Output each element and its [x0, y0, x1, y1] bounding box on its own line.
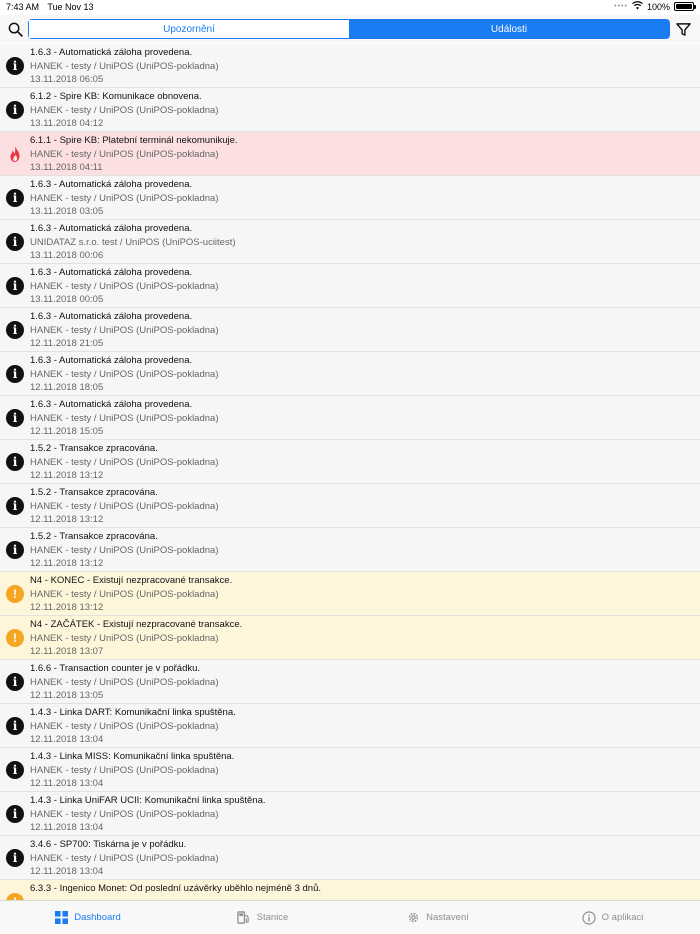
tab-label: Dashboard: [74, 912, 121, 923]
event-time: 12.11.2018 21:05: [30, 338, 104, 349]
tab-bar: [0, 900, 700, 934]
info-icon: i: [6, 365, 24, 383]
battery-icon: [674, 2, 694, 11]
tab-info-circle[interactable]: [525, 901, 700, 934]
info-icon: i: [6, 497, 24, 515]
event-title: 6.1.1 - Spire KB: Platební terminál nekomunikuje.: [30, 135, 238, 146]
event-time: 12.11.2018 18:05: [30, 382, 104, 393]
event-text: [30, 266, 694, 307]
tab-label: Stanice: [256, 912, 289, 923]
warning-icon: !: [6, 629, 24, 647]
event-source: HANEK - testy / UniPOS (UniPOS-pokladna): [30, 544, 219, 556]
event-source: HANEK - testy / UniPOS (UniPOS-pokladna): [30, 412, 219, 424]
event-title: 1.4.3 - Linka DART: Komunikační linka spuštěna.: [30, 707, 236, 718]
event-text: [30, 706, 694, 747]
event-source: HANEK - testy / UniPOS (UniPOS-pokladna): [30, 192, 219, 204]
event-source: HANEK - testy / UniPOS (UniPOS-pokladna): [30, 852, 219, 864]
event-source: HANEK - testy / UniPOS (UniPOS-pokladna): [30, 324, 219, 336]
event-time: 13.11.2018 04:12: [30, 118, 104, 129]
event-title: 1.4.3 - Linka MISS: Komunikační linka spuštěna.: [30, 751, 235, 762]
event-time: 12.11.2018 13:04: [30, 778, 104, 789]
event-row[interactable]: [0, 748, 700, 792]
info-icon: i: [6, 717, 24, 735]
info-icon: i: [6, 409, 24, 427]
event-time: 12.11.2018 13:04: [30, 866, 104, 877]
event-row[interactable]: [0, 220, 700, 264]
event-text: [30, 310, 694, 351]
status-left: [6, 2, 100, 12]
event-title: 1.6.3 - Automatická záloha provedena.: [30, 47, 193, 58]
event-text: [30, 750, 694, 791]
event-time: 12.11.2018 13:04: [30, 822, 104, 833]
event-text: [30, 398, 694, 439]
event-row[interactable]: [0, 528, 700, 572]
event-text: [30, 618, 694, 659]
event-title: 1.5.2 - Transakce zpracována.: [30, 487, 158, 498]
event-title: 1.6.3 - Automatická záloha provedena.: [30, 399, 193, 410]
event-source: HANEK - testy / UniPOS (UniPOS-pokladna): [30, 368, 219, 380]
info-icon: i: [6, 805, 24, 823]
event-title: 1.4.3 - Linka UniFAR UCII: Komunikační linka spuštěna.: [30, 795, 266, 806]
event-title: 3.4.6 - SP700: Tiskárna je v pořádku.: [30, 839, 187, 850]
event-source: HANEK - testy / UniPOS (UniPOS-pokladna): [30, 500, 219, 512]
info-circle-icon: [582, 911, 596, 925]
tab-gear[interactable]: [350, 901, 525, 934]
toolbar: [0, 15, 700, 43]
event-time: 13.11.2018 00:05: [30, 294, 104, 305]
info-icon: i: [6, 321, 24, 339]
event-source: HANEK - testy / UniPOS (UniPOS-pokladna): [30, 588, 219, 600]
info-icon: i: [6, 541, 24, 559]
event-text: [30, 486, 694, 527]
event-list[interactable]: [0, 44, 700, 900]
info-icon: i: [6, 761, 24, 779]
event-source: HANEK - testy / UniPOS (UniPOS-pokladna): [30, 632, 219, 644]
event-text: [30, 178, 694, 219]
event-title: 1.6.3 - Automatická záloha provedena.: [30, 311, 193, 322]
event-text: [30, 134, 694, 175]
event-time: 12.11.2018 13:07: [30, 646, 104, 657]
event-text: [30, 354, 694, 395]
status-time: 7:43 AM: [6, 2, 40, 12]
event-text: [30, 882, 694, 896]
event-time: 12.11.2018 13:04: [30, 734, 104, 745]
event-time: 12.11.2018 13:12: [30, 558, 104, 569]
fuel-pump-icon: [237, 911, 251, 925]
event-title: 1.6.3 - Automatická záloha provedena.: [30, 355, 193, 366]
event-text: [30, 838, 694, 879]
info-icon: i: [6, 453, 24, 471]
event-row[interactable]: [0, 308, 700, 352]
event-title: N4 - KONEC - Existují nezpracované transakce.: [30, 575, 233, 586]
segment-upozorneni[interactable]: Upozornění: [29, 20, 349, 38]
event-time: 12.11.2018 13:12: [30, 514, 104, 525]
event-source: HANEK - testy / UniPOS (UniPOS-pokladna): [30, 60, 219, 72]
event-time: 13.11.2018 03:05: [30, 206, 104, 217]
event-source: HANEK - testy / UniPOS (UniPOS-pokladna): [30, 720, 219, 732]
wifi-icon: [632, 1, 643, 12]
event-title: 1.5.2 - Transakce zpracována.: [30, 443, 158, 454]
info-icon: i: [6, 233, 24, 251]
event-row[interactable]: [0, 616, 700, 660]
event-row[interactable]: [0, 132, 700, 176]
info-icon: i: [6, 57, 24, 75]
event-row[interactable]: [0, 44, 700, 88]
event-source: HANEK - testy / UniPOS (UniPOS-pokladna): [30, 148, 219, 160]
info-icon: i: [6, 277, 24, 295]
info-icon: i: [6, 189, 24, 207]
event-title: 6.3.3 - Ingenico Monet: Od poslední uzávěrky uběhlo nejméně 3 dnů.: [30, 883, 321, 894]
gear-icon: [406, 911, 420, 925]
event-time: 12.11.2018 13:12: [30, 602, 104, 613]
info-icon: i: [6, 101, 24, 119]
event-source: HANEK - testy / UniPOS (UniPOS-pokladna): [30, 104, 219, 116]
event-row[interactable]: [0, 264, 700, 308]
dashboard-icon: [54, 911, 68, 925]
segmented-control: [28, 19, 670, 39]
event-row[interactable]: [0, 88, 700, 132]
event-text: [30, 46, 694, 87]
event-text: [30, 574, 694, 615]
event-row[interactable]: [0, 440, 700, 484]
event-time: 12.11.2018 15:05: [30, 426, 104, 437]
tab-label: O aplikaci: [601, 912, 644, 923]
event-time: 13.11.2018 00:06: [30, 250, 104, 261]
event-title: N4 - ZAČÁTEK - Existují nezpracované transakce.: [30, 619, 243, 630]
event-title: 1.6.6 - Transaction counter je v pořádku.: [30, 663, 201, 674]
event-title: 1.5.2 - Transakce zpracována.: [30, 531, 158, 542]
event-title: 6.1.2 - Spire KB: Komunikace obnovena.: [30, 91, 202, 102]
event-title: 1.6.3 - Automatická záloha provedena.: [30, 267, 193, 278]
status-date: Tue Nov 13: [47, 2, 94, 12]
battery-percent: 100%: [646, 1, 670, 12]
fire-icon: [6, 145, 24, 163]
warning-icon: !: [6, 585, 24, 603]
event-text: [30, 90, 694, 131]
event-row[interactable]: [0, 836, 700, 880]
event-row[interactable]: [0, 176, 700, 220]
filter-icon[interactable]: [672, 18, 694, 40]
tab-dashboard[interactable]: [0, 901, 175, 934]
tab-fuel-pump[interactable]: [175, 901, 350, 934]
event-time: 13.11.2018 06:05: [30, 74, 104, 85]
event-time: 12.11.2018 13:12: [30, 470, 104, 481]
event-source: HANEK - testy / UniPOS (UniPOS-pokladna): [30, 808, 219, 820]
event-text: [30, 222, 694, 263]
event-source: HANEK - testy / UniPOS (UniPOS-pokladna): [30, 456, 219, 468]
status-right: [614, 1, 694, 12]
event-text: [30, 530, 694, 571]
event-row[interactable]: [0, 792, 700, 836]
search-icon[interactable]: [4, 18, 26, 40]
event-row[interactable]: [0, 572, 700, 616]
info-icon: i: [6, 673, 24, 691]
event-text: [30, 662, 694, 703]
signal-dots-icon: ••••: [614, 3, 628, 10]
event-time: 12.11.2018 13:05: [30, 690, 104, 701]
tab-label: Nastavení: [426, 912, 469, 923]
info-icon: i: [6, 849, 24, 867]
event-source: HANEK - testy / UniPOS (UniPOS-pokladna): [30, 676, 219, 688]
segment-udalosti[interactable]: Události: [349, 20, 669, 38]
event-row[interactable]: [0, 660, 700, 704]
event-row[interactable]: [0, 484, 700, 528]
event-title: 1.6.3 - Automatická záloha provedena.: [30, 223, 193, 234]
event-row[interactable]: [0, 352, 700, 396]
event-title: 1.6.3 - Automatická záloha provedena.: [30, 179, 193, 190]
event-time: 13.11.2018 04:11: [30, 162, 103, 173]
status-bar: [0, 0, 700, 14]
event-row[interactable]: [0, 396, 700, 440]
event-row[interactable]: [0, 704, 700, 748]
event-source: UNIDATAZ s.r.o. test / UniPOS (UniPOS-uciitest): [30, 236, 236, 248]
event-text: [30, 794, 694, 835]
event-text: [30, 442, 694, 483]
event-source: HANEK - testy / UniPOS (UniPOS-pokladna): [30, 280, 219, 292]
event-source: HANEK - testy / UniPOS (UniPOS-pokladna): [30, 764, 219, 776]
